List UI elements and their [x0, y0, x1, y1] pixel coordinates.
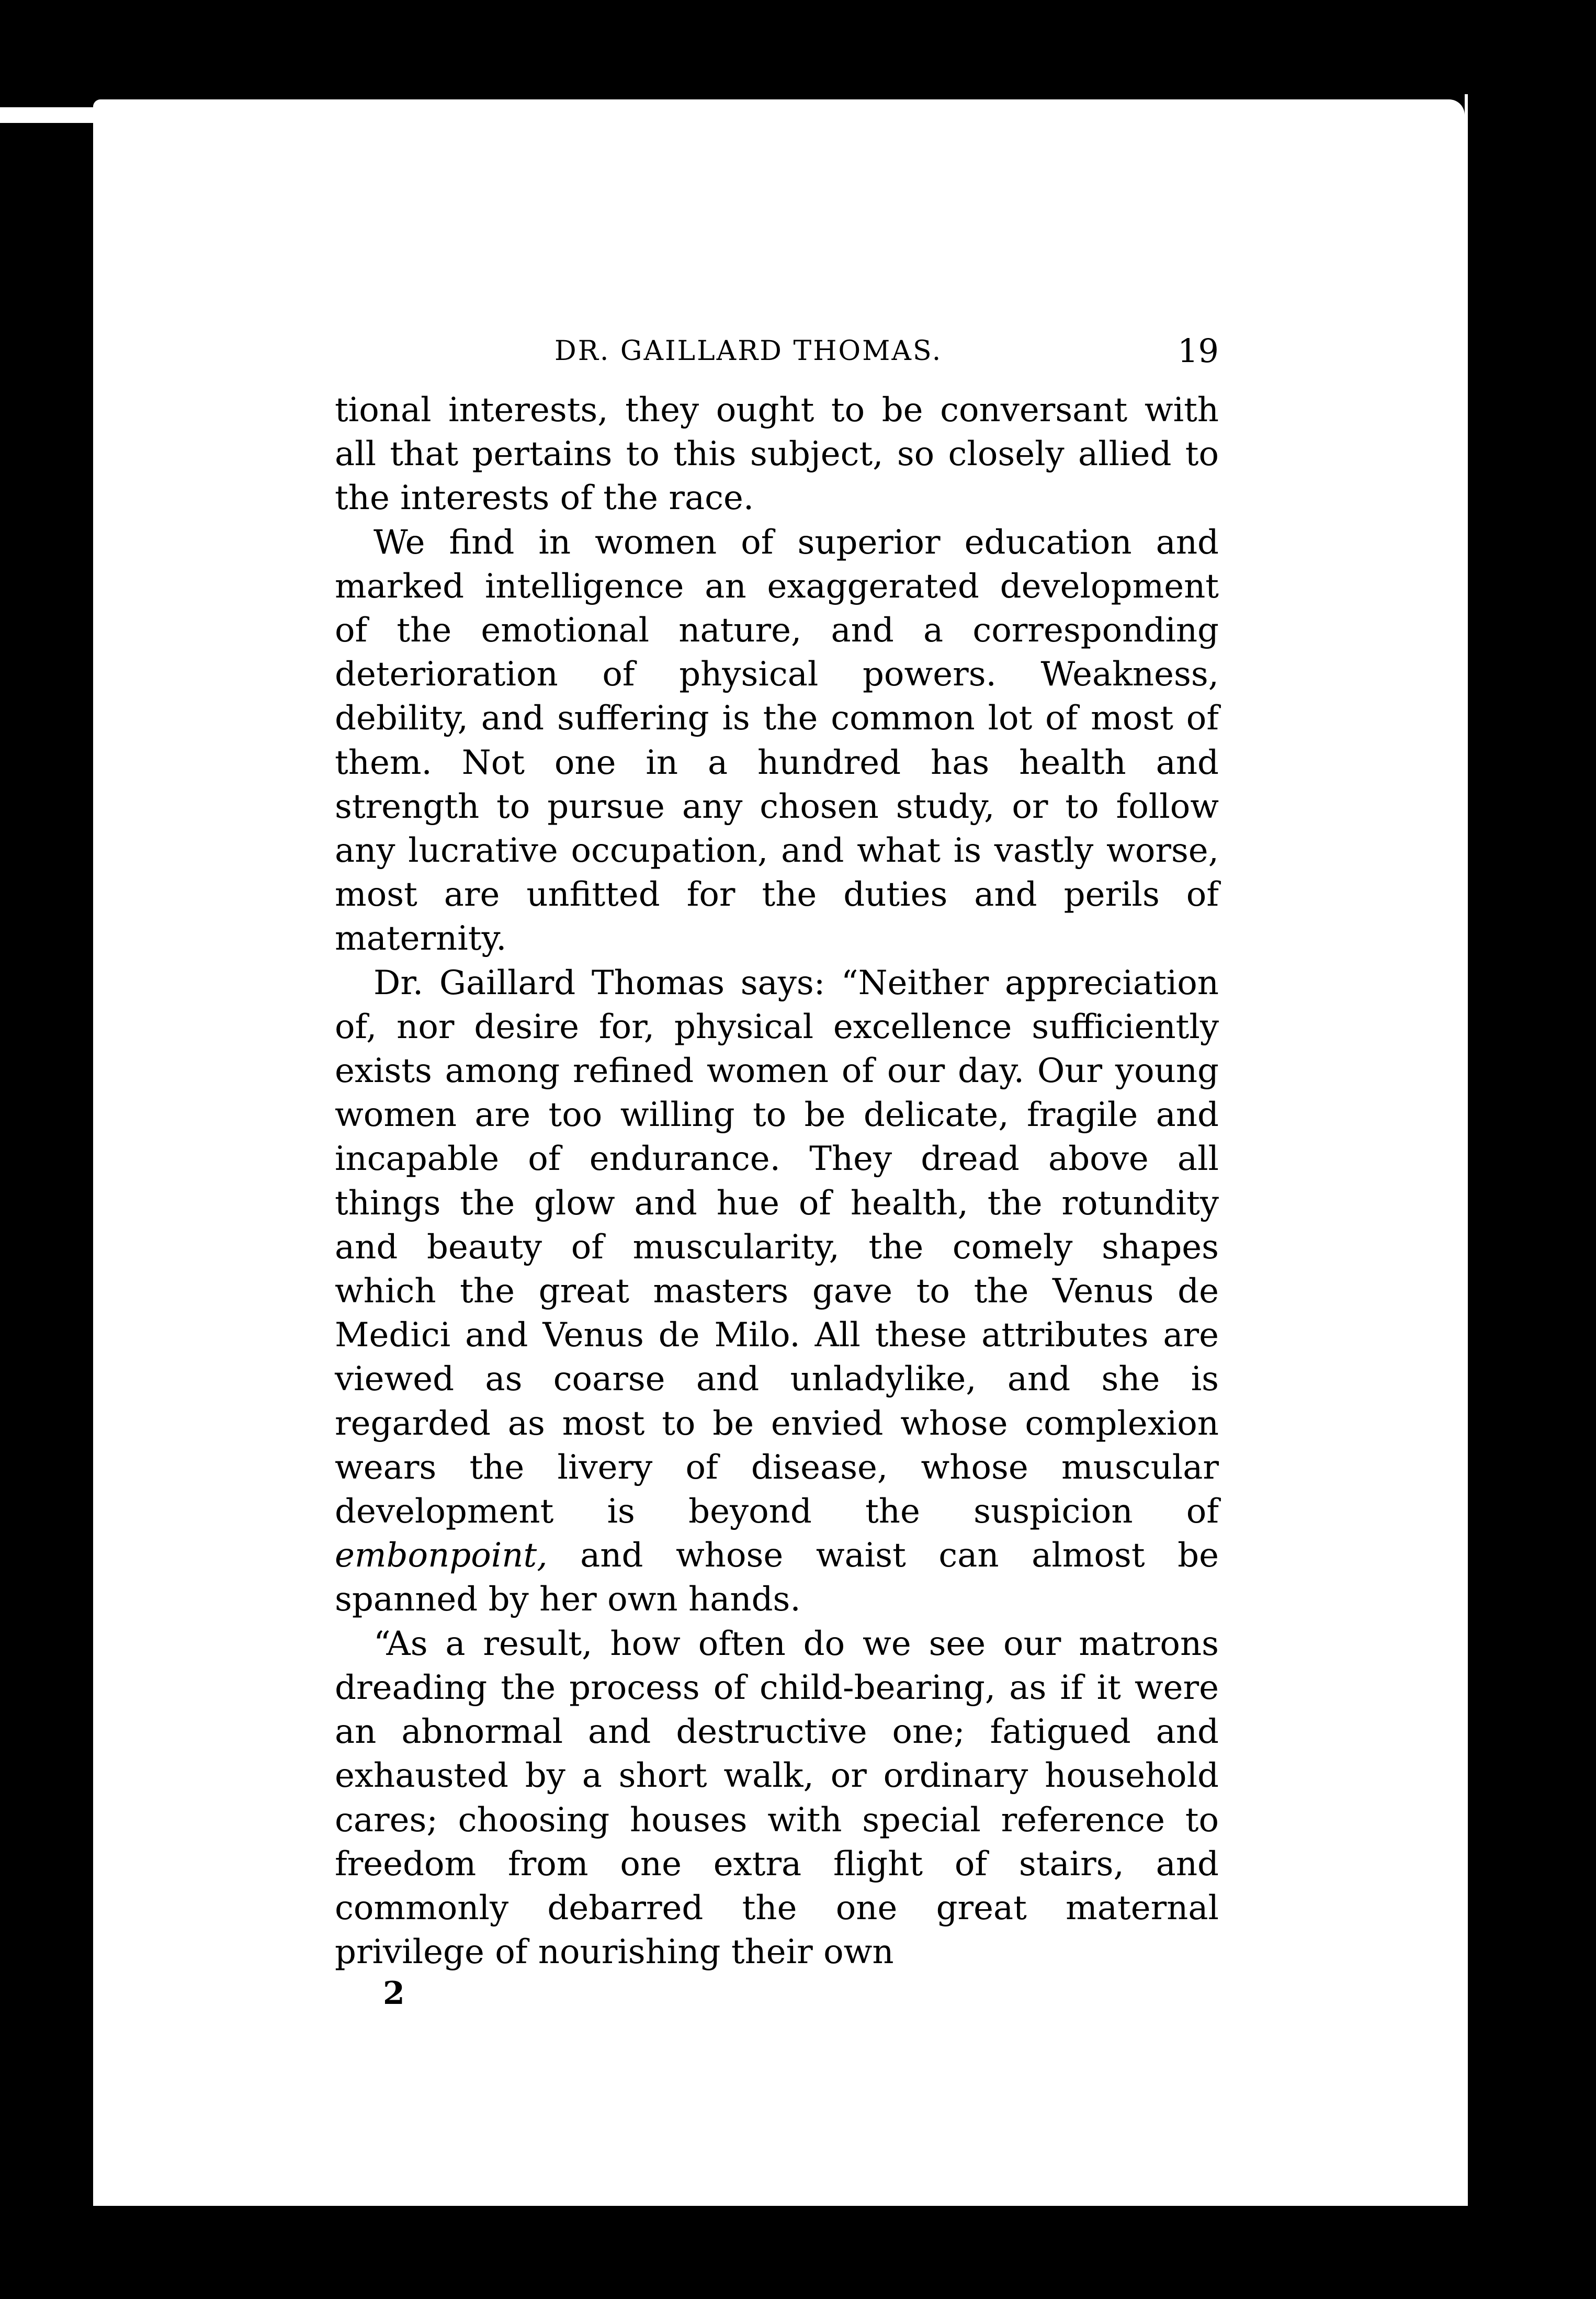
paragraph-3-ending: and whose waist can almost be spanned by her own hands. [335, 1536, 1219, 1619]
page-text-block [335, 332, 1219, 2012]
paragraph-1: tional interests, they ought to be conversant with all that pertains to this subject, so closely allied to the interests of the race. [335, 391, 1219, 518]
paragraph-3-text: Dr. Gaillard Thomas says: “Neither appreciation of, nor desire for, physical excellence sufficiently exists among refined women of our day. Our young women are too willing to be delicate, fragile and incapable of endurance. They dread above all things the glow and hue of health, the rotundity and beauty of muscularity, the comely shapes which the great masters gave to the Venus de Medici and Venus de Milo. All these attributes are viewed as coarse and unladylike, and she is regarded as most to be envied whose complexion wears the livery of disease, whose muscular development is beyond the suspicion of [335, 963, 1219, 1531]
running-head [335, 332, 1219, 370]
italic-term: embonpoint, [335, 1536, 548, 1575]
running-title: DR. GAILLARD THOMAS. [554, 335, 943, 367]
paragraph-4: “As a result, how often do we see our matrons dreading the process of child-bearing, as if it were an abnormal and destructive one; fatigued and exhausted by a short walk, or ordinary household cares; choosing houses with special reference to freedom from one extra flight of stairs, and commonly debarred the one great maternal privilege of nourishing their own [335, 1624, 1219, 1972]
page-number: 19 [1178, 332, 1219, 370]
body-text [335, 388, 1219, 1974]
signature-mark: 2 [383, 1975, 405, 2012]
bottom-margin-shadow [93, 2206, 1465, 2299]
paragraph-3 [335, 961, 1219, 1622]
binding-edge [0, 107, 97, 123]
paragraph-2: We find in women of superior education and marked intelligence an exaggerated development of the emotional nature, and a corresponding deterioration of physical powers. Weakness, debility, and suffering is the common lot of most of them. Not one in a hundred has health and strength to pursue any chosen study, or to follow any lucrative occupation, and what is vastly worse, most are unfitted for the duties and perils of maternity. [335, 523, 1219, 959]
page-right-edge [1465, 94, 1468, 2206]
